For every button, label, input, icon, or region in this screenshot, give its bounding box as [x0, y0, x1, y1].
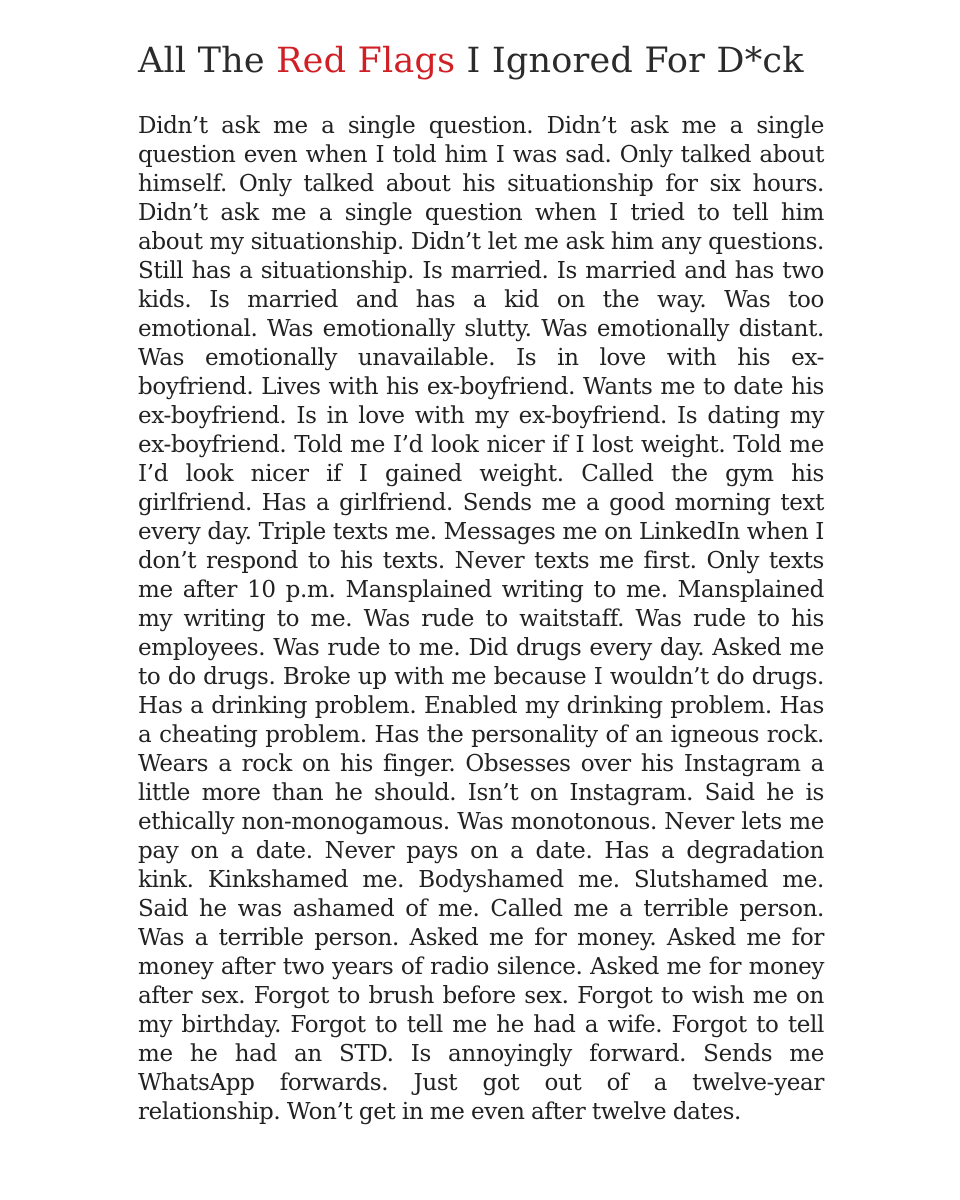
article-body: Didn’t ask me a single question. Didn’t ask me a single question even when I told him I was sad. Only talked about himself. Only talked about his situationship for six hours. Didn’t ask me a single question when I tried to tell him about my situationship. Didn’t let me ask him any questions. Still has a situationship. Is married. Is married and has two kids. Is married and has a kid on the way. Was too emotional. Was emotionally slutty. Was emotionally distant. Was emotionally unavailable. Is in love with his ex-boyfriend. Lives with his ex-boyfriend. Wants me to date his ex-boyfriend. Is in love with my ex-boyfriend. Is dating my ex-boyfriend. Told me I’d look nicer if I lost weight. Told me I’d look nicer if I gained weight. Called the gym his girlfriend. Has a girlfriend. Sends me a good morning text every day. Triple texts me. Messages me on LinkedIn when I don’t respond to his texts. Never texts me first. Only texts me after 10 p.m. Mansplained writing to me. Mansplained my writing to me. Was rude to waitstaff. Was rude to his employees. Was rude to me. Did drugs every day. Asked me to do drugs. Broke up with me because I wouldn’t do drugs. Has a drinking problem. Enabled my drinking problem. Has a cheating problem. Has the personality of an igneous rock. Wears a rock on his finger. Obsesses over his Instagram a little more than he should. Isn’t on Instagram. Said he is ethically non-monogamous. Was monotonous. Never lets me pay on a date. Never pays on a date. Has a degradation kink. Kinkshamed me. Bodyshamed me. Slutshamed me. Said he was ashamed of me. Called me a terrible person. Was a terrible person. Asked me for money. Asked me for money after two years of radio silence. Asked me for money after sex. Forgot to brush before sex. Forgot to wish me on my birthday. Forgot to tell me he had a wife. Forgot to tell me he had an STD. Is annoyingly forward. Sends me WhatsApp forwards. Just got out of a twelve-year relationship. Won’t get in me even after twelve dates.: [138, 113, 824, 1125]
title-text-before: All The: [138, 41, 277, 81]
title-accent-text: Red Flags: [276, 41, 456, 81]
title-text-after: I Ignored For D*ck: [455, 41, 804, 81]
article-title: [138, 38, 804, 84]
